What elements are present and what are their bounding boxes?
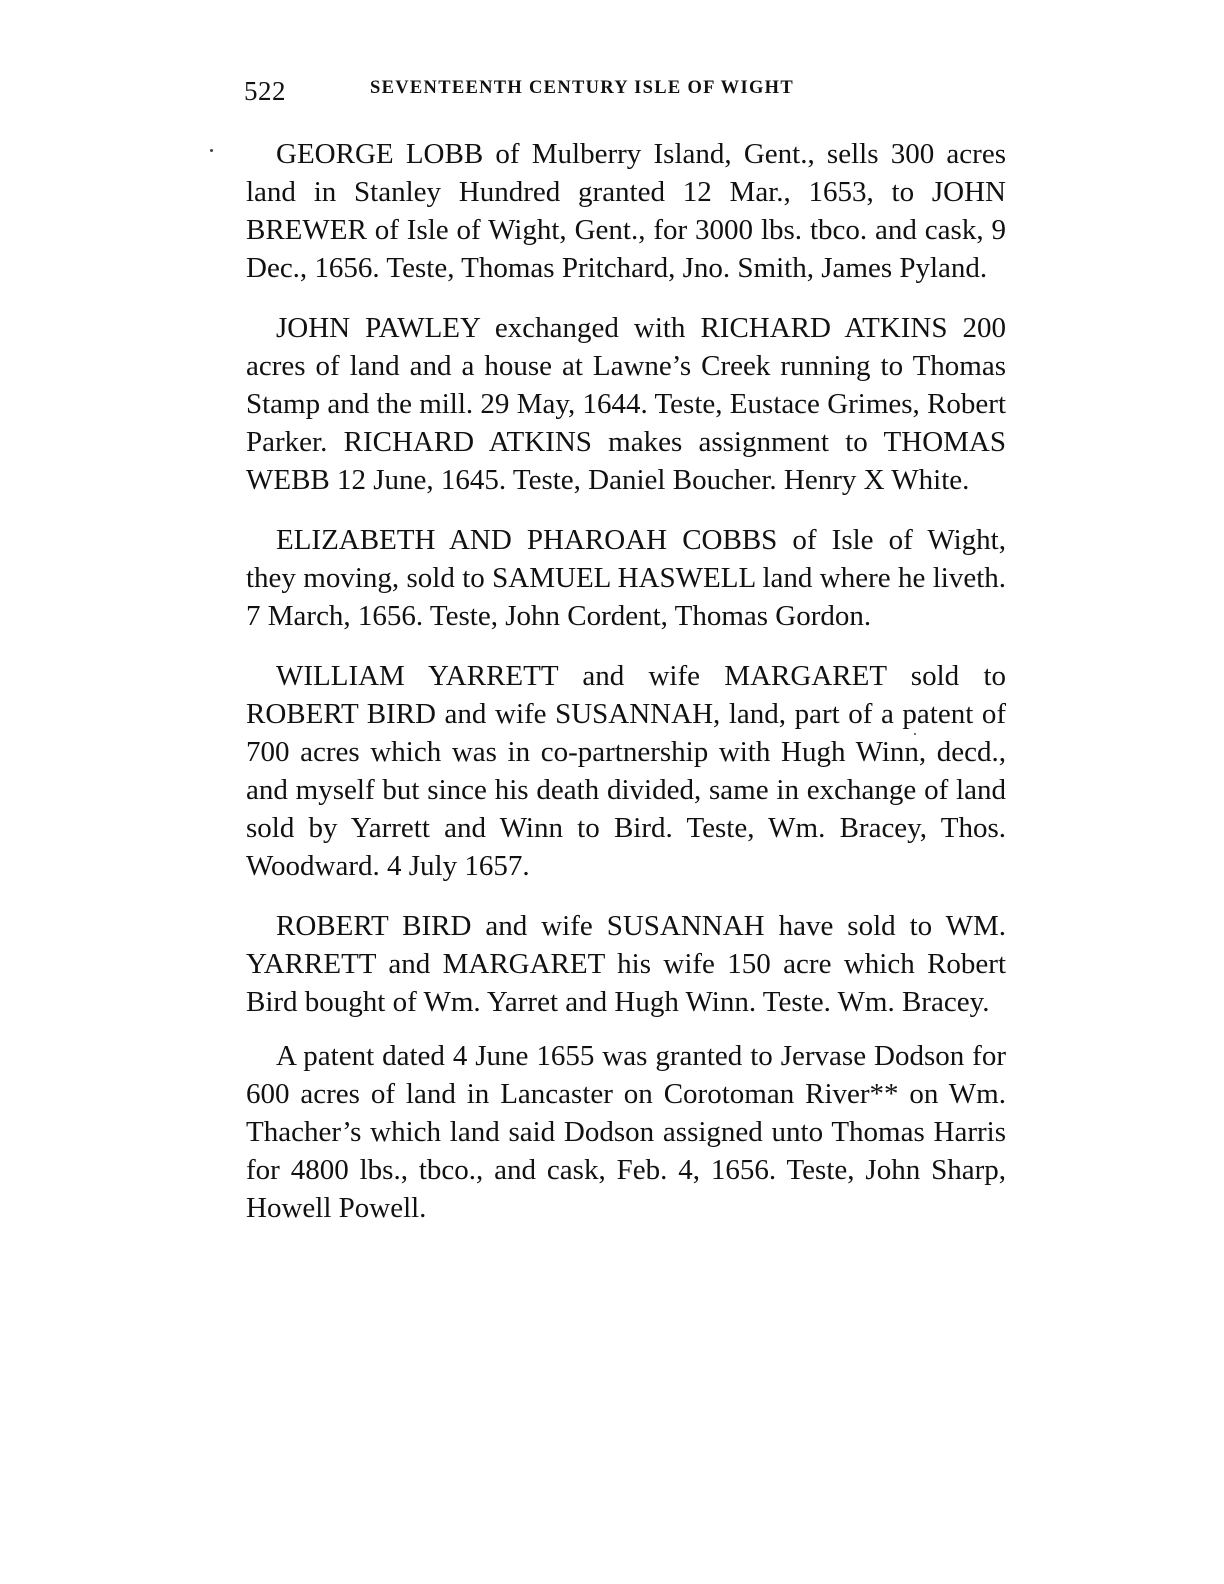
scan-speck xyxy=(210,149,213,152)
page-header xyxy=(244,74,1006,106)
deed-entry-cobbs-haswell: ELIZABETH AND PHAROAH COBBS of Isle of Wight, they moving, sold to SAMUEL HASWELL land where he liveth. 7 March, 1656. Teste, John Cordent, Thomas Gordon. xyxy=(246,524,1006,632)
scan-speck xyxy=(914,733,916,735)
deed-entry-bird-yarrett: ROBERT BIRD and wife SUSANNAH have sold to WM. YARRETT and MARGARET his wife 150 acre which Robert Bird bought of Wm. Yarret and Hugh Winn. Teste. Wm. Bracey. xyxy=(246,910,1006,1018)
body-text xyxy=(246,135,1006,1227)
deed-entry-dodson-harris: A patent dated 4 June 1655 was granted to Jervase Dodson for 600 acres of land in Lancaster on Corotoman River** on Wm. Thacher’s which land said Dodson assigned unto Thomas Harris for 4800 lbs., tbco., and cask, Feb. 4, 1656. Teste, John Sharp, Howell Powell. xyxy=(246,1040,1006,1224)
deed-entry-lobb-brewer: GEORGE LOBB of Mulberry Island, Gent., sells 300 acres land in Stanley Hundred granted 12 Mar., 1653, to JOHN BREWER of Isle of Wight, Gent., for 3000 lbs. tbco. and cask, 9 Dec., 1656. Teste, Thomas Pritchard, Jno. Smith, James Pyland. xyxy=(246,138,1006,284)
deed-entry-pawley-atkins: JOHN PAWLEY exchanged with RICHARD ATKINS 200 acres of land and a house at Lawne’s Creek running to Thomas Stamp and the mill. 29 May, 1644. Teste, Eustace Grimes, Robert Parker. RICHARD ATKINS makes assignment to THOMAS WEBB 12 June, 1645. Teste, Daniel Boucher. Henry X White. xyxy=(246,312,1006,496)
deed-entry-yarrett-bird: WILLIAM YARRETT and wife MARGARET sold to ROBERT BIRD and wife SUSANNAH, land, part of a patent of 700 acres which was in co-partnership with Hugh Winn, decd., and myself but since his death divided, same in exchange of land sold by Yarrett and Winn to Bird. Teste, Wm. Bracey, Thos. Woodward. 4 July 1657. xyxy=(246,660,1006,882)
page-number: 522 xyxy=(244,76,286,106)
running-head: SEVENTEENTH CENTURY ISLE OF WIGHT xyxy=(370,78,794,98)
